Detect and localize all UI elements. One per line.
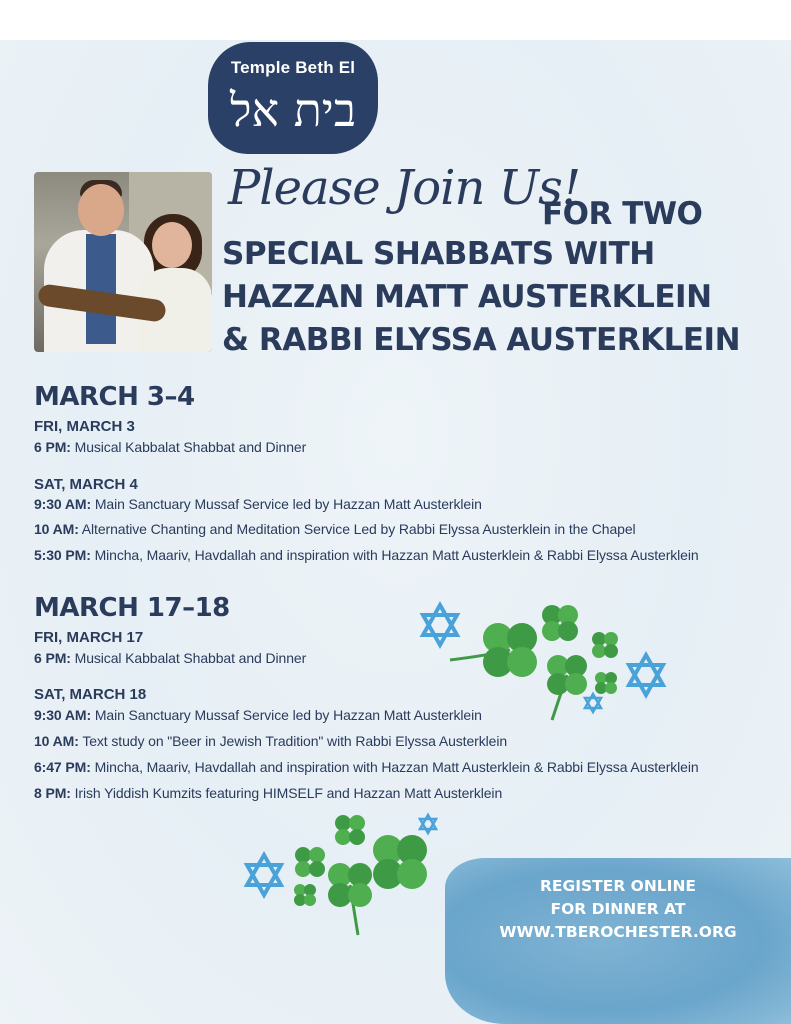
clover-star-decoration xyxy=(240,810,465,940)
four-leaf-clover-icon xyxy=(328,863,372,935)
day-label: FRI, MARCH 3 xyxy=(34,418,135,435)
event-time: 10 AM: xyxy=(34,733,79,749)
register-url[interactable]: WWW.TBEROCHESTER.ORG xyxy=(499,923,737,941)
temple-logo xyxy=(208,42,378,154)
event-text: Irish Yiddish Kumzits featuring HIMSELF and Hazzan Matt Austerklein xyxy=(70,785,503,801)
event-text: Main Sanctuary Mussaf Service led by Hazzan Matt Austerklein xyxy=(91,707,482,723)
register-line-2: FOR DINNER AT xyxy=(550,900,686,918)
event-item xyxy=(34,650,306,666)
four-leaf-clover-icon xyxy=(294,884,316,906)
photo-shirt xyxy=(86,234,116,344)
four-leaf-clover-icon xyxy=(295,847,325,877)
event-text: Text study on "Beer in Jewish Tradition" with Rabbi Elyssa Austerklein xyxy=(78,733,508,749)
event-time: 8 PM: xyxy=(34,785,71,801)
event-item xyxy=(34,439,306,455)
day-label: FRI, MARCH 17 xyxy=(34,629,144,646)
clover-star-decoration xyxy=(410,595,680,725)
clergy-photo xyxy=(34,172,212,352)
headline-line-2: SPECIAL SHABBATS WITH xyxy=(222,236,655,272)
event-text: Musical Kabbalat Shabbat and Dinner xyxy=(70,439,307,455)
star-of-david-icon xyxy=(629,655,663,695)
event-item xyxy=(34,521,636,537)
star-of-david-icon xyxy=(585,694,601,712)
four-leaf-clover-icon xyxy=(450,623,537,677)
day-label: SAT, MARCH 4 xyxy=(34,476,138,493)
register-line-1: REGISTER ONLINE xyxy=(539,877,697,895)
event-time: 9:30 AM: xyxy=(34,707,92,723)
event-time: 5:30 PM: xyxy=(34,547,91,563)
four-leaf-clover-icon xyxy=(547,655,587,720)
event-time: 6:47 PM: xyxy=(34,759,91,775)
event-text: Mincha, Maariv, Havdallah and inspiration with Hazzan Matt Austerklein & Rabbi Elyssa Austerklein xyxy=(90,759,699,775)
headline-line-4: & RABBI ELYSSA AUSTERKLEIN xyxy=(222,322,741,358)
day-label: SAT, MARCH 18 xyxy=(34,686,147,703)
headline-line-3: HAZZAN MATT AUSTERKLEIN xyxy=(222,279,712,315)
event-text: Musical Kabbalat Shabbat and Dinner xyxy=(70,650,307,666)
event-item xyxy=(34,759,699,775)
four-leaf-clover-icon xyxy=(373,835,427,889)
photo-person-face xyxy=(152,222,192,268)
event-time: 10 AM: xyxy=(34,521,79,537)
event-time: 6 PM: xyxy=(34,439,71,455)
please-join-us-script: Please Join Us! xyxy=(228,160,581,216)
star-of-david-icon xyxy=(423,605,457,645)
event-text: Alternative Chanting and Meditation Service Led by Rabbi Elyssa Austerklein in the Chapel xyxy=(78,521,636,537)
four-leaf-clover-icon xyxy=(335,815,365,845)
event-time: 6 PM: xyxy=(34,650,71,666)
event-item xyxy=(34,496,482,512)
event-text: Mincha, Maariv, Havdallah and inspiration with Hazzan Matt Austerklein & Rabbi Elyssa Austerklein xyxy=(90,547,699,563)
four-leaf-clover-icon xyxy=(595,672,617,694)
event-text: Main Sanctuary Mussaf Service led by Hazzan Matt Austerklein xyxy=(91,496,482,512)
logo-english-text: Temple Beth El xyxy=(230,58,356,77)
logo-hebrew-text: בית אל xyxy=(229,83,357,137)
event-item xyxy=(34,785,502,801)
event-time: 9:30 AM: xyxy=(34,496,92,512)
event-item xyxy=(34,547,699,563)
four-leaf-clover-icon xyxy=(542,605,578,641)
photo-person-face xyxy=(78,184,124,236)
event-item xyxy=(34,733,507,749)
weekend-title: MARCH 3–4 xyxy=(34,382,195,412)
star-of-david-icon xyxy=(247,855,281,895)
star-of-david-icon xyxy=(420,815,436,833)
headline-line-1: FOR TWO xyxy=(542,196,703,232)
weekend-title: MARCH 17–18 xyxy=(34,593,230,623)
four-leaf-clover-icon xyxy=(592,632,618,658)
